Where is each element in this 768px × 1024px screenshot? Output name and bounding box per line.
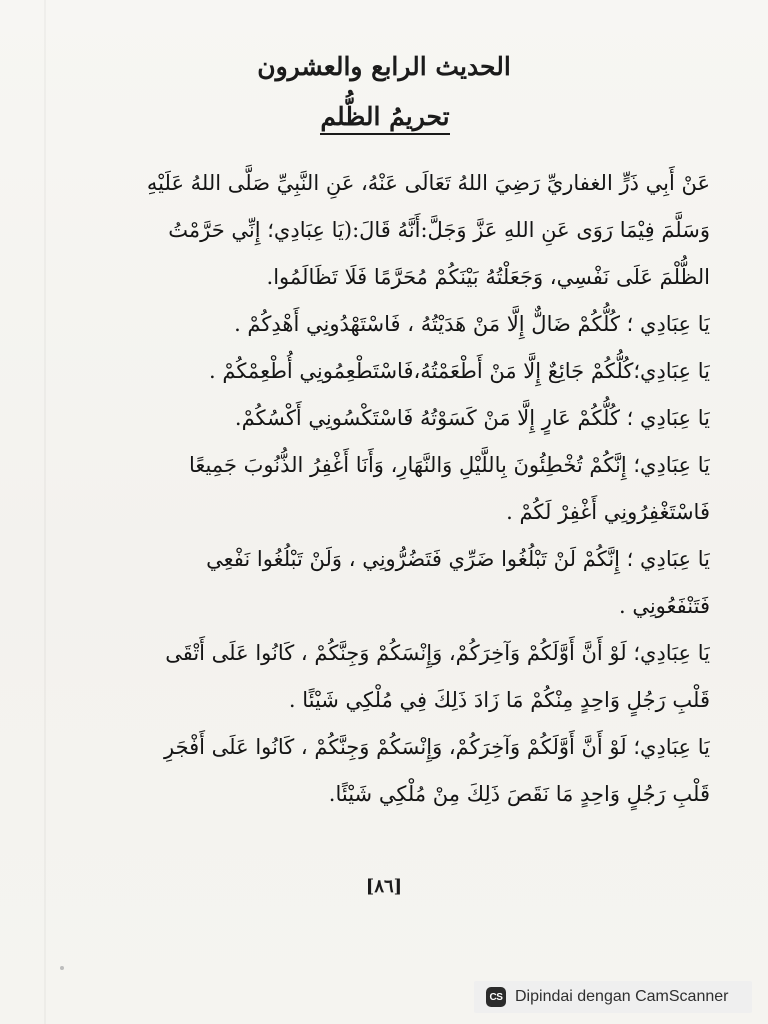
text-line: يَا عِبَادِي ؛ كُلُّكُمْ عَارٍ إِلَّا مَنْ كَسَوْتُهُ فَاسْتَكْسُونِي أَكْسُكُمْ. xyxy=(234,406,710,430)
page-edge-shadow xyxy=(44,0,46,1024)
page-number: [٨٦] xyxy=(365,876,403,897)
watermark-text: Dipindai dengan CamScanner xyxy=(515,988,729,1005)
text-line: يَا عِبَادِي؛ إِنَّكُمْ تُخْطِئُونَ بِاللَّيْلِ وَالنَّهَارِ، وَأَنَا أَغْفِرُ الذُّنُوبَ جَمِيعًا xyxy=(188,453,710,477)
text-line: قَلْبِ رَجُلٍ وَاحِدٍ مَا نَقَصَ ذَلِكَ مِنْ مُلْكِي شَيْئًا. xyxy=(328,782,710,806)
hadith-subtitle xyxy=(150,102,620,131)
hadith-title: الحديث الرابع والعشرون xyxy=(257,52,511,81)
camscanner-watermark xyxy=(474,981,752,1013)
text-line: يَا عِبَادِي؛ لَوْ أَنَّ أَوَّلَكُمْ وَآخِرَكُمْ، وَإِنْسَكُمْ وَجِنَّكُمْ ، كَانُوا عَلَى أَتْقَى xyxy=(165,641,710,665)
hadith-subtitle-text: تحريمُ الظُّلم xyxy=(320,102,449,135)
text-line: فَاسْتَغْفِرُونِي أَغْفِرْ لَكُمْ . xyxy=(506,500,710,524)
text-line: يَا عِبَادِي؛ لَوْ أَنَّ أَوَّلَكُمْ وَآخِرَكُمْ، وَإِنْسَكُمْ وَجِنَّكُمْ ، كَانُوا عَلَى أَفْجَرِ xyxy=(163,735,710,759)
hadith-text xyxy=(60,160,710,818)
text-line: يَا عِبَادِي ؛ إِنَّكُمْ لَنْ تَبْلُغُوا ضَرِّي فَتَضُرُّونِي ، وَلَنْ تَبْلُغُوا نَفْعِي xyxy=(206,547,710,571)
text-line: قَلْبِ رَجُلٍ وَاحِدٍ مِنْكُمْ مَا زَادَ ذَلِكَ فِي مُلْكِي شَيْئًا . xyxy=(288,688,710,712)
text-line: عَنْ أَبِي ذَرٍّ الغفاريِّ رَضِيَ اللهُ تَعَالَى عَنْهُ، عَنِ النَّبِيِّ صَلَّى اللهُ عَلَيْهِ xyxy=(146,171,710,195)
scan-speck xyxy=(60,966,64,970)
text-line: يَا عِبَادِي؛كُلُّكُمْ جَائِعٌ إِلَّا مَنْ أَطْعَمْتُهُ،فَاسْتَطْعِمُونِي أُطْعِمْكُمْ . xyxy=(209,359,710,383)
text-line: يَا عِبَادِي ؛ كُلُّكُمْ ضَالٌّ إِلَّا مَنْ هَدَيْتُهُ ، فَاسْتَهْدُونِي أَهْدِكُمْ . xyxy=(234,312,710,336)
camscanner-logo-icon: CS xyxy=(486,987,506,1007)
text-line: فَتَنْفَعُونِي . xyxy=(618,594,710,618)
text-line: وَسَلَّمَ فِيْمَا رَوَى عَنِ اللهِ عَزَّ وَجَلَّ:أَنَّهُ قَالَ:(يَا عِبَادِي؛ إِنِّي حَرَّمْتُ xyxy=(168,218,710,242)
text-line: الظُّلْمَ عَلَى نَفْسِي، وَجَعَلْتُهُ بَيْنَكُمْ مُحَرَّمًا فَلَا تَظَالَمُوا. xyxy=(266,265,710,289)
